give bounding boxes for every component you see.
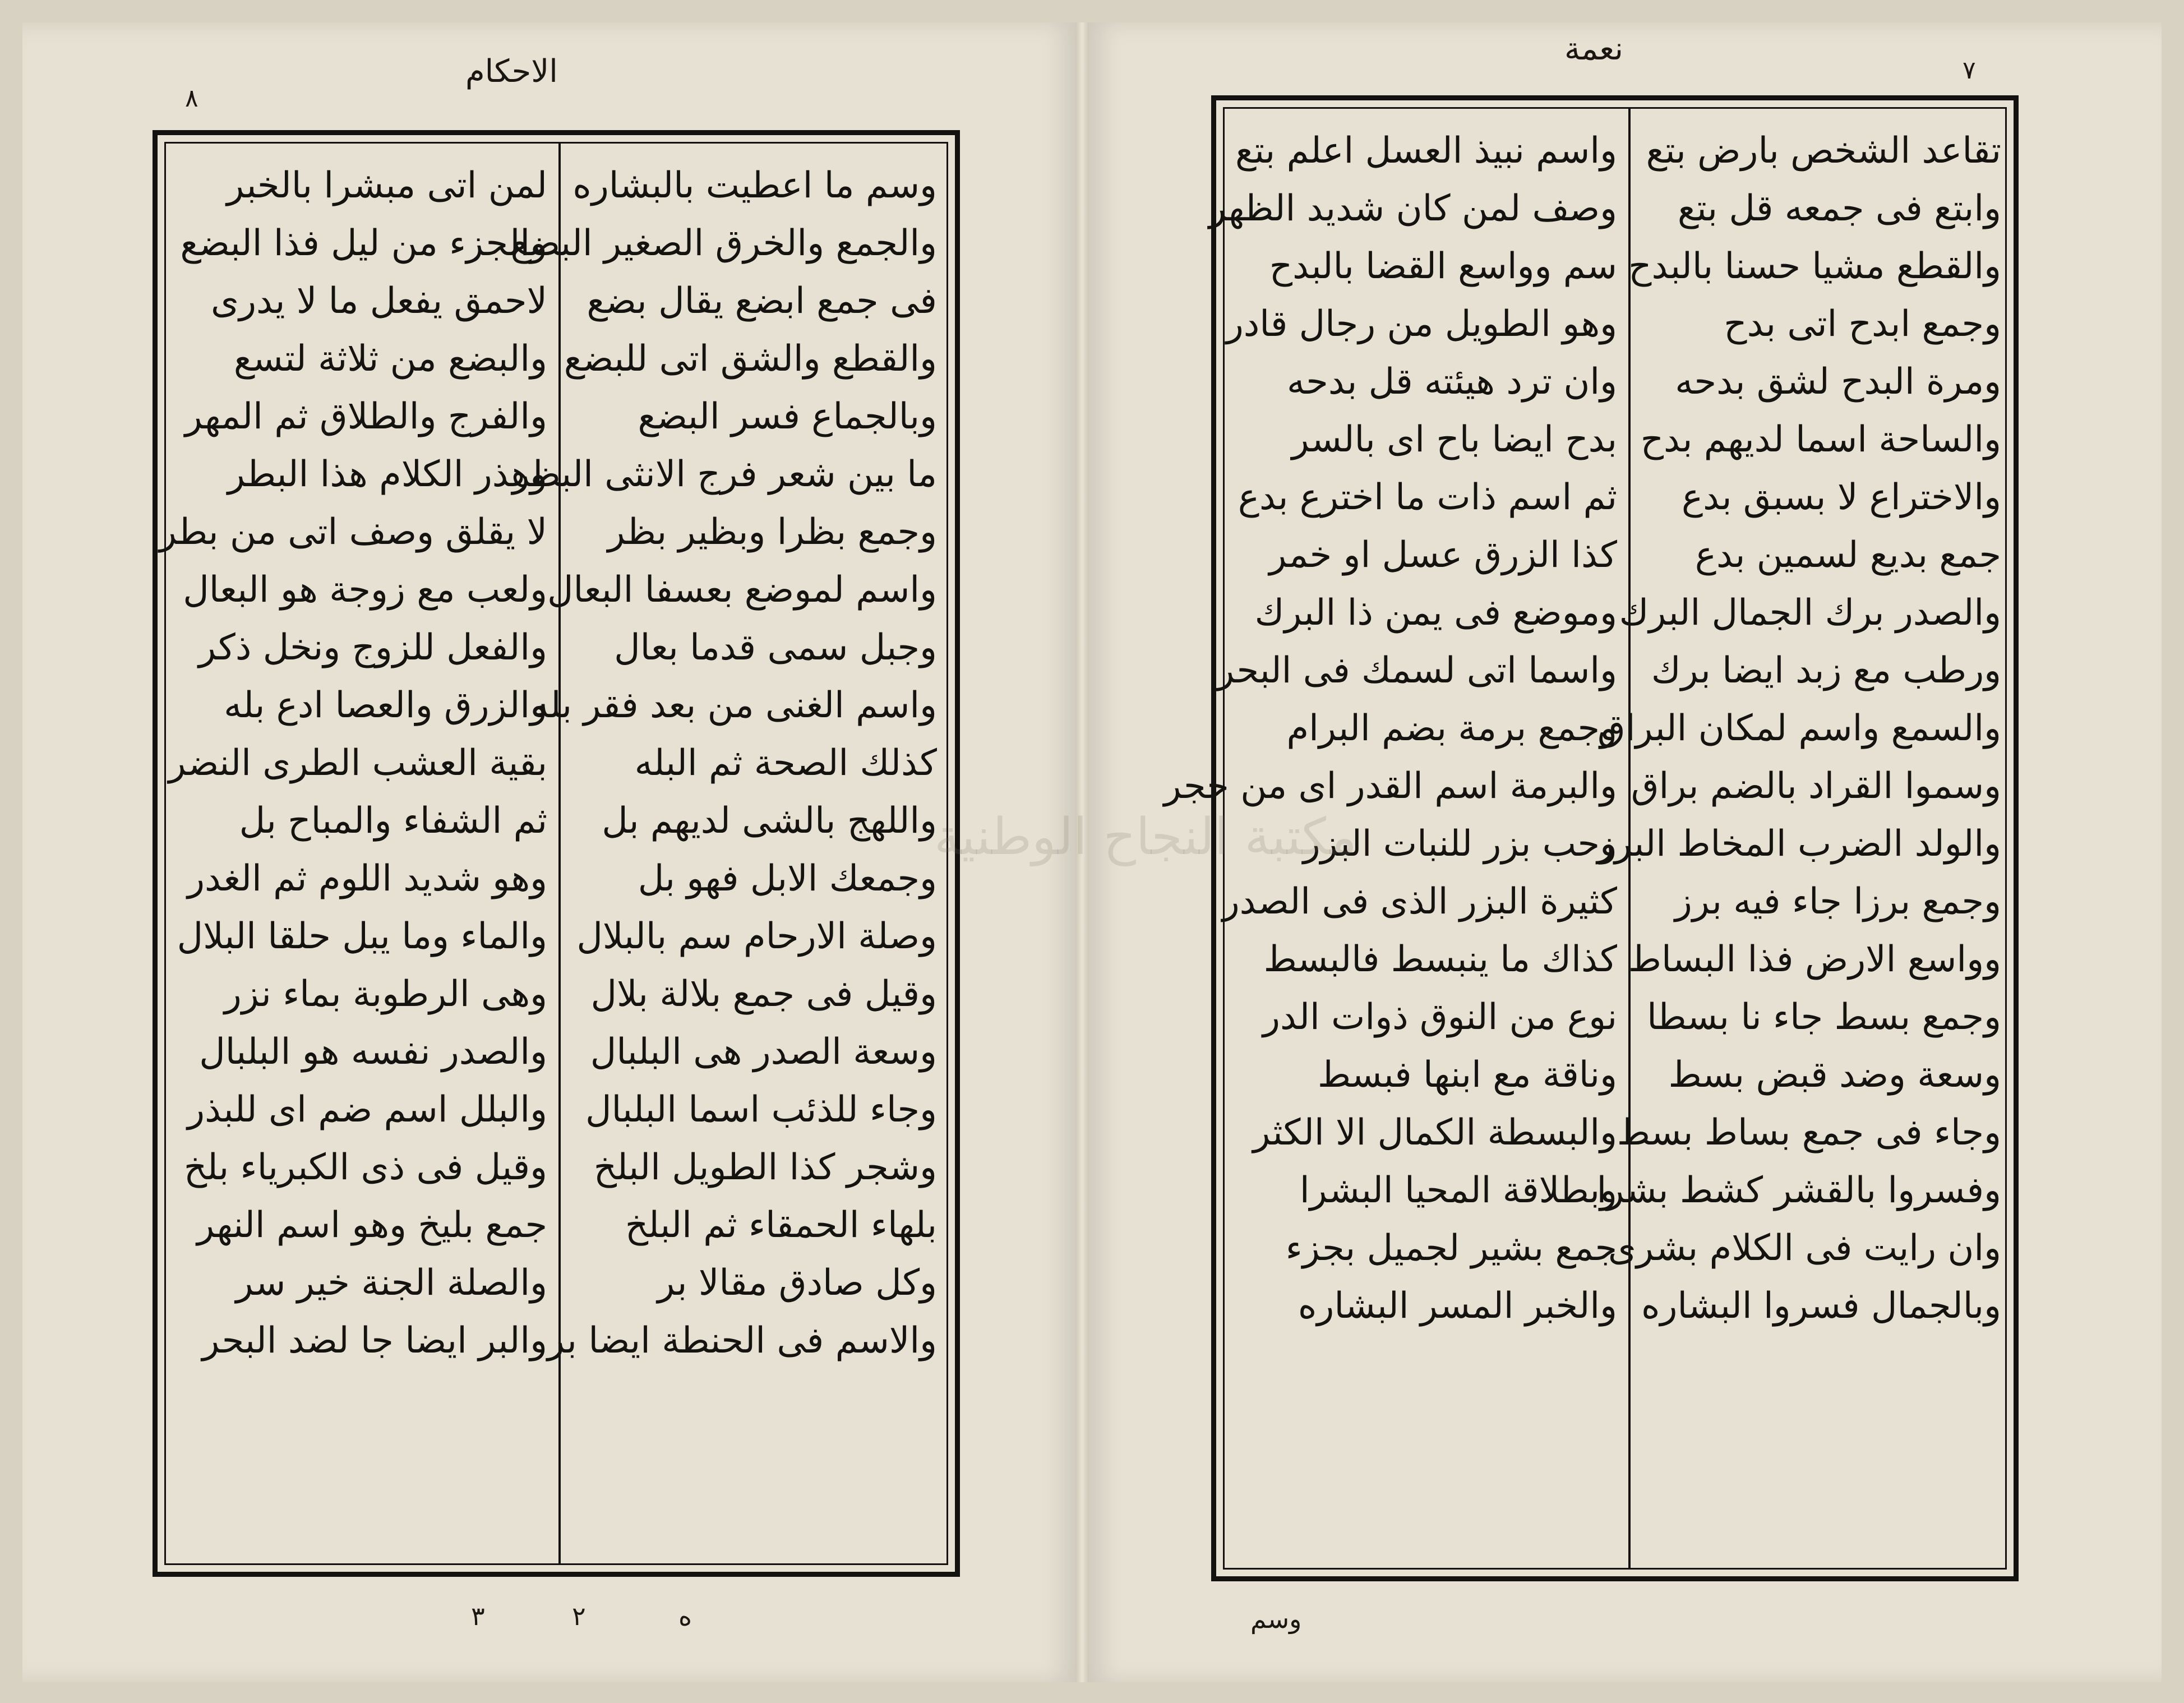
left-outer-line: والزرق والعصا ادع بله [224,685,547,726]
left-inner-line: وجاء للذئب اسما البلبال [585,1089,937,1130]
right-outer-line: وسعة وضد قبض بسط [1668,1054,2001,1096]
left-inner-line: بلهاء الحمقاء ثم البلخ [625,1204,937,1246]
right-outer-line: وجاء فى جمع بساط بسط [1617,1112,2001,1153]
right-inner-line: وان ترد هيئته قل بدحه [1286,361,1617,403]
left-inner-line: واسم لموضع بعسفا البعال [547,569,937,611]
right-page-header: نعمة [1564,31,1623,67]
right-outer-line: وفسروا بالقشر كشط بشرا [1596,1170,2001,1211]
left-outer-line: وهذر الكلام هذا البطر [227,454,547,495]
left-inner-line: وشجر كذا الطويل البلخ [593,1147,937,1188]
left-outer-line: ثم الشفاء والمباح بل [239,800,547,842]
right-outer-line: والصدر برك الجمال البرك [1619,592,2001,634]
right-outer-line: وان رايت فى الكلام بشرى [1608,1227,2001,1269]
left-outer-column [159,157,547,1550]
right-outer-column [1596,122,2001,1554]
left-inner-line: واللهج بالشى لديهم بل [602,800,937,842]
right-outer-line: وابتع فى جمعه قل بتع [1677,188,2001,229]
left-inner-line: والاسم فى الحنطة ايضا بر [547,1320,937,1362]
right-inner-line: سم وواسع القضا بالبدح [1269,246,1617,287]
right-inner-line: كثيرة البزر الذى فى الصدر [1222,881,1617,922]
right-inner-line: بدح ايضا باح اى بالسر [1291,419,1617,460]
right-inner-line: وناقة مع ابنها فبسط [1317,1054,1617,1096]
left-inner-line: ما بين شعر فرج الانثى البظر [512,454,937,495]
right-outer-line: وبالجمال فسروا البشاره [1641,1285,2001,1327]
right-outer-line: تقاعد الشخص بارض بتع [1646,130,2001,172]
right-outer-line: والسمع واسم لمكان البراق [1597,708,2001,749]
left-footer-mark-3: ه [678,1601,692,1631]
left-page-header: الاحكام [465,53,558,90]
left-page-number: ٨ [185,84,198,113]
left-inner-column [510,157,937,1550]
left-outer-line: وقيل فى ذى الكبرياء بلخ [183,1147,547,1188]
left-inner-line: واسم الغنى من بعد فقر بله [530,685,937,726]
left-outer-line: بقية العشب الطرى النضر [168,742,547,784]
right-outer-line: وجمع برزا جاء فيه برز [1674,881,2001,922]
left-outer-line: والفعل للزوج ونخل ذكر [198,627,547,668]
left-inner-line: وبالجماع فسر البضع [638,396,937,437]
left-outer-line: وهى الرطوبة بماء نزر [224,973,547,1015]
right-inner-line: وجمع برمة بضم البرام [1286,708,1617,749]
left-page-frame [153,130,960,1577]
left-outer-line: لا يقلق وصف اتى من بطر [159,511,547,553]
right-inner-line: وصف لمن كان شديد الظهر [1208,188,1617,229]
right-inner-line: وحب بزر للنبات البزر [1303,823,1617,865]
right-inner-line: واسما اتى لسمك فى البحر [1217,650,1617,691]
left-inner-line: والجمع والخرق الصغير البضع [510,223,937,264]
right-outer-line: والولد الضرب المخاط البرز [1597,823,2001,865]
right-inner-line: والبرمة اسم القدر اى من حجر [1163,765,1617,807]
left-outer-line: والصلة الجنة خير سر [236,1262,547,1304]
left-outer-line: والبضع من ثلاثة لتسع [233,338,547,380]
right-inner-line: كذاك ما ينبسط فالبسط [1263,939,1617,980]
left-inner-line: وكل صادق مقالا بر [657,1262,937,1304]
right-inner-line: والخبر المسر البشاره [1298,1285,1617,1327]
left-inner-line: والقطع والشق اتى للبضع [564,338,937,380]
left-inner-line: فى جمع ابضع يقال بضع [587,280,937,322]
left-inner-line: وسم ما اعطيت بالبشاره [572,165,937,206]
right-outer-line: وجمع بسط جاء نا بسطا [1647,996,2001,1038]
left-outer-line: والماء وما يبل حلقا البلال [177,916,547,957]
right-inner-line: والبسطة الكمال الا الكثر [1253,1112,1617,1153]
left-outer-line: والجزء من ليل فذا البضع [180,223,547,264]
right-inner-line: وهو الطويل من رجال قادر [1226,303,1617,345]
left-inner-line: وقيل فى جمع بلالة بلال [590,973,937,1015]
right-outer-line: ورطب مع زبد ايضا برك [1651,650,2001,691]
right-inner-line: وبطلاقة المحيا البشرا [1299,1170,1617,1211]
left-outer-line: والبر ايضا جا لضد البحر [202,1320,547,1362]
left-outer-line: والصدر نفسه هو البلبال [199,1031,547,1073]
left-inner-line: وصلة الارحام سم بالبلال [576,916,937,957]
left-outer-line: والفرج والطلاق ثم المهر [184,396,547,437]
right-inner-line: ثم اسم ذات ما اخترع بدع [1238,477,1617,518]
right-outer-line: وسموا القراد بالضم براق [1631,765,2001,807]
right-inner-line: جمع بشير لجميل بجزء [1285,1227,1617,1269]
right-outer-line: ومرة البدح لشق بدحه [1675,361,2001,403]
left-outer-line: لمن اتى مبشرا بالخبر [227,165,547,206]
left-inner-line: وجمعك الابل فهو بل [638,858,937,899]
left-outer-line: لاحمق يفعل ما لا يدرى [210,280,547,322]
right-inner-line: وموضع فى يمن ذا البرك [1254,592,1617,634]
left-inner-line: كذلك الصحة ثم البله [634,742,937,784]
right-outer-line: والساحة اسما لديهم بدح [1640,419,2001,460]
left-frame-inner-border [159,142,948,1565]
right-outer-line: وجمع ابدح اتى بدح [1724,303,2001,345]
right-outer-line: والاختراع لا بسبق بدع [1681,477,2001,518]
left-inner-line: وجبل سمى قدما بعال [614,627,937,668]
left-footer-mark-2: ٢ [572,1601,586,1631]
right-outer-line: جمع بديع لسمين بدع [1694,534,2001,576]
right-inner-line: نوع من النوق ذوات الدر [1263,996,1617,1038]
left-footer-mark-1: ٣ [471,1601,485,1631]
left-inner-line: وسعة الصدر هى البلبال [590,1031,937,1073]
right-inner-line: واسم نبيذ العسل اعلم بتع [1235,130,1617,172]
left-outer-line: جمع بليخ وهو اسم النهر [197,1204,547,1246]
right-outer-line: وواسع الارض فذا البساط [1628,939,2001,980]
right-footer-catchword: وسم [1250,1604,1302,1634]
left-outer-line: والبلل اسم ضم اى للبذر [187,1089,547,1130]
left-inner-line: وجمع بظرا وبظير بظر [607,511,937,553]
library-watermark: مكتبة النجاح الوطنية [934,807,1357,866]
right-page-number: ٧ [1963,56,1976,85]
right-inner-line: كذا الزرق عسل او خمر [1269,534,1617,576]
left-outer-line: وهو شديد اللوم ثم الغدر [187,858,547,899]
left-outer-line: ولعب مع زوجة هو البعال [183,569,547,611]
right-outer-line: والقطع مشيا حسنا بالبدح [1628,246,2001,287]
